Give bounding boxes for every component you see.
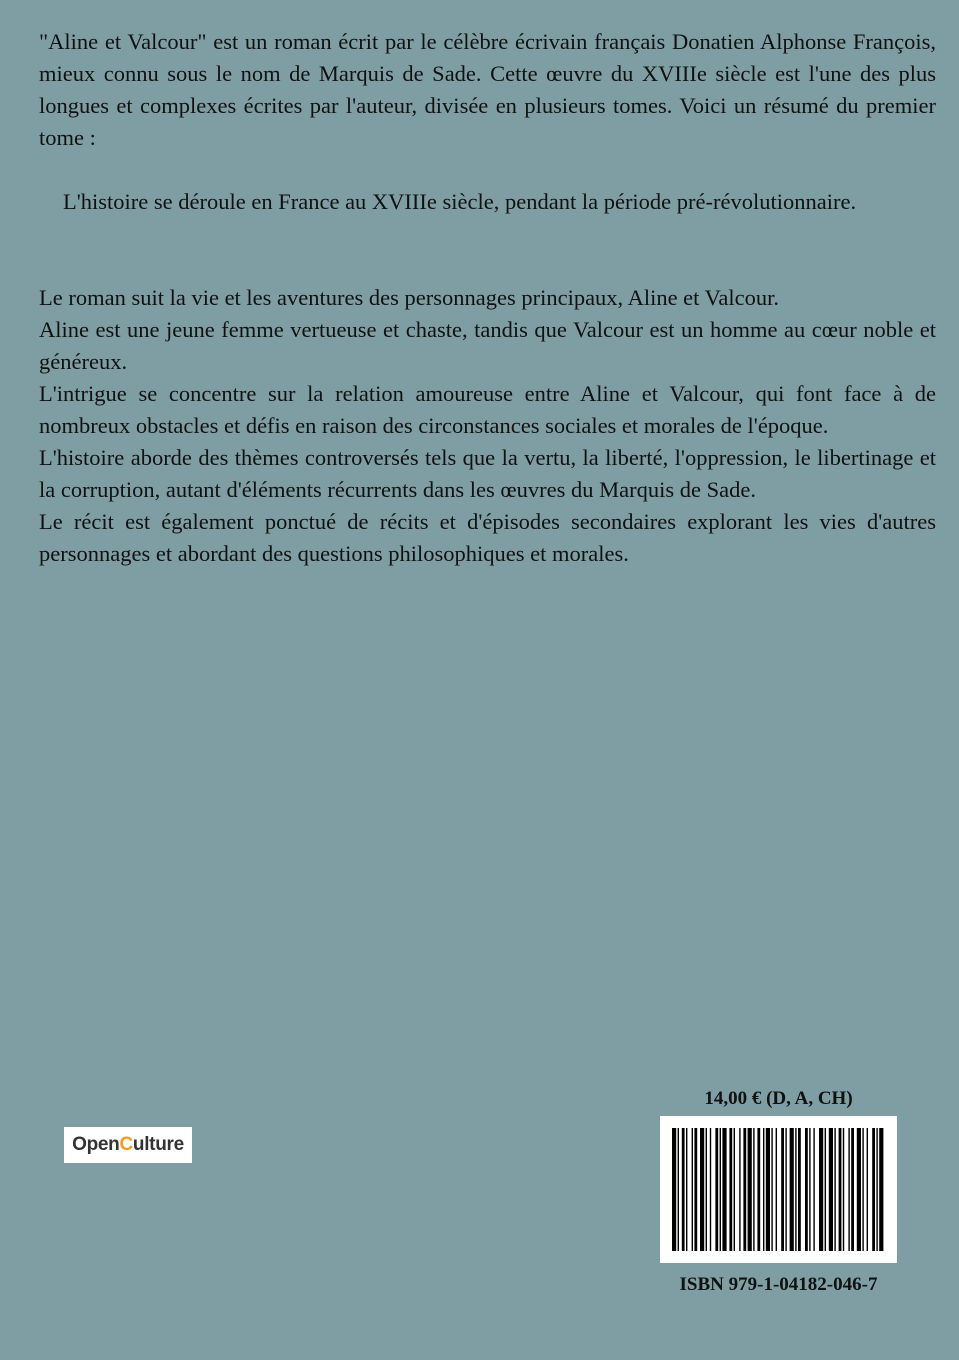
logo-text-open: Open bbox=[72, 1134, 120, 1155]
paragraph-intrigue: L'intrigue se concentre sur la relation amoureuse entre Aline et Valcour, qui font face à de nombreux obstacles et défis en raison des circonstances sociales et morales de l'époque. bbox=[39, 381, 936, 438]
barcode-bar bbox=[809, 1128, 810, 1251]
barcode-bar bbox=[785, 1128, 786, 1251]
barcode-bar bbox=[715, 1128, 718, 1251]
paragraph-characters: Le roman suit la vie et les aventures des personnages principaux, Aline et Valcour. bbox=[39, 285, 779, 310]
barcode-bar bbox=[757, 1128, 760, 1251]
barcode-bar bbox=[720, 1128, 721, 1251]
barcode-bar bbox=[686, 1128, 687, 1251]
barcode-bar bbox=[748, 1128, 752, 1251]
barcode-bar bbox=[739, 1128, 740, 1251]
barcode-bar bbox=[843, 1128, 844, 1251]
barcode-bar bbox=[825, 1128, 826, 1251]
barcode-bar bbox=[839, 1128, 842, 1251]
barcode-bar bbox=[795, 1128, 796, 1251]
price-label: 14,00 € (D, A, CH) bbox=[704, 1088, 853, 1109]
barcode-bar bbox=[734, 1128, 735, 1251]
barcode-bar bbox=[753, 1128, 754, 1251]
barcode-bar bbox=[706, 1128, 707, 1251]
barcode-bar bbox=[678, 1128, 679, 1251]
logo-text-ulture: ulture bbox=[132, 1134, 184, 1155]
barcode-bar bbox=[798, 1128, 801, 1251]
barcode-bar bbox=[790, 1128, 794, 1251]
barcode-bar bbox=[862, 1128, 863, 1251]
logo-text-c: C bbox=[119, 1134, 133, 1155]
barcode-bar bbox=[710, 1128, 711, 1251]
summary-setting bbox=[39, 186, 936, 218]
isbn-label: ISBN 979-1-04182-046-7 bbox=[679, 1274, 878, 1295]
barcode-bar bbox=[805, 1128, 808, 1251]
barcode-bar bbox=[879, 1128, 883, 1251]
barcode-bar bbox=[829, 1128, 833, 1251]
barcode-bar bbox=[672, 1128, 676, 1251]
barcode-bar bbox=[743, 1128, 746, 1251]
paragraph-intro: "Aline et Valcour" est un roman écrit par le célèbre écrivain français Donatien Alphonse François, mieux connu sous le nom de Marquis de Sade. Cette œuvre du XVIIIe siècle est l'une des plus longues et complexes écrites par l'auteur, divisée en plusieurs tomes. Voici un résumé du premier tome : bbox=[39, 29, 936, 150]
barcode-bar bbox=[722, 1128, 726, 1251]
barcode bbox=[660, 1116, 897, 1263]
barcode-bar bbox=[682, 1128, 685, 1251]
barcode-bar bbox=[692, 1128, 693, 1251]
barcode-bar bbox=[819, 1128, 823, 1251]
summary-intro bbox=[39, 26, 936, 154]
barcode-bar bbox=[776, 1128, 777, 1251]
paragraph-aline-valcour: Aline est une jeune femme vertueuse et chaste, tandis que Valcour est un homme au cœur noble et généreux. bbox=[39, 317, 936, 374]
paragraph-episodes: Le récit est également ponctué de récits et d'épisodes secondaires explorant les vies d'autres personnages et abordant des questions philosophiques et morales. bbox=[39, 509, 936, 566]
barcode-bar bbox=[834, 1128, 835, 1251]
barcode-bar bbox=[848, 1128, 849, 1251]
barcode-bar bbox=[876, 1128, 877, 1251]
summary-body bbox=[39, 282, 936, 570]
barcode-bar bbox=[766, 1128, 770, 1251]
barcode-bar bbox=[771, 1128, 772, 1251]
barcode-bar bbox=[813, 1128, 814, 1251]
barcode-bar bbox=[857, 1128, 861, 1251]
barcode-bar bbox=[694, 1128, 697, 1251]
barcode-bar bbox=[729, 1128, 732, 1251]
barcode-bar bbox=[781, 1128, 784, 1251]
barcode-bar bbox=[763, 1128, 764, 1251]
barcode-icon bbox=[660, 1116, 897, 1263]
barcode-bar bbox=[872, 1128, 875, 1251]
paragraph-themes: L'histoire aborde des thèmes controversés tels que la vertu, la liberté, l'oppression, le libertinage et la corruption, autant d'éléments récurrents dans les œuvres du Marquis de Sade. bbox=[39, 445, 936, 502]
barcode-bar bbox=[700, 1128, 704, 1251]
barcode-bar bbox=[867, 1128, 868, 1251]
openculture-logo bbox=[64, 1127, 192, 1163]
paragraph-setting: L'histoire se déroule en France au XVIIIe siècle, pendant la période pré-révolutionnaire. bbox=[63, 189, 857, 214]
barcode-bar bbox=[851, 1128, 854, 1251]
